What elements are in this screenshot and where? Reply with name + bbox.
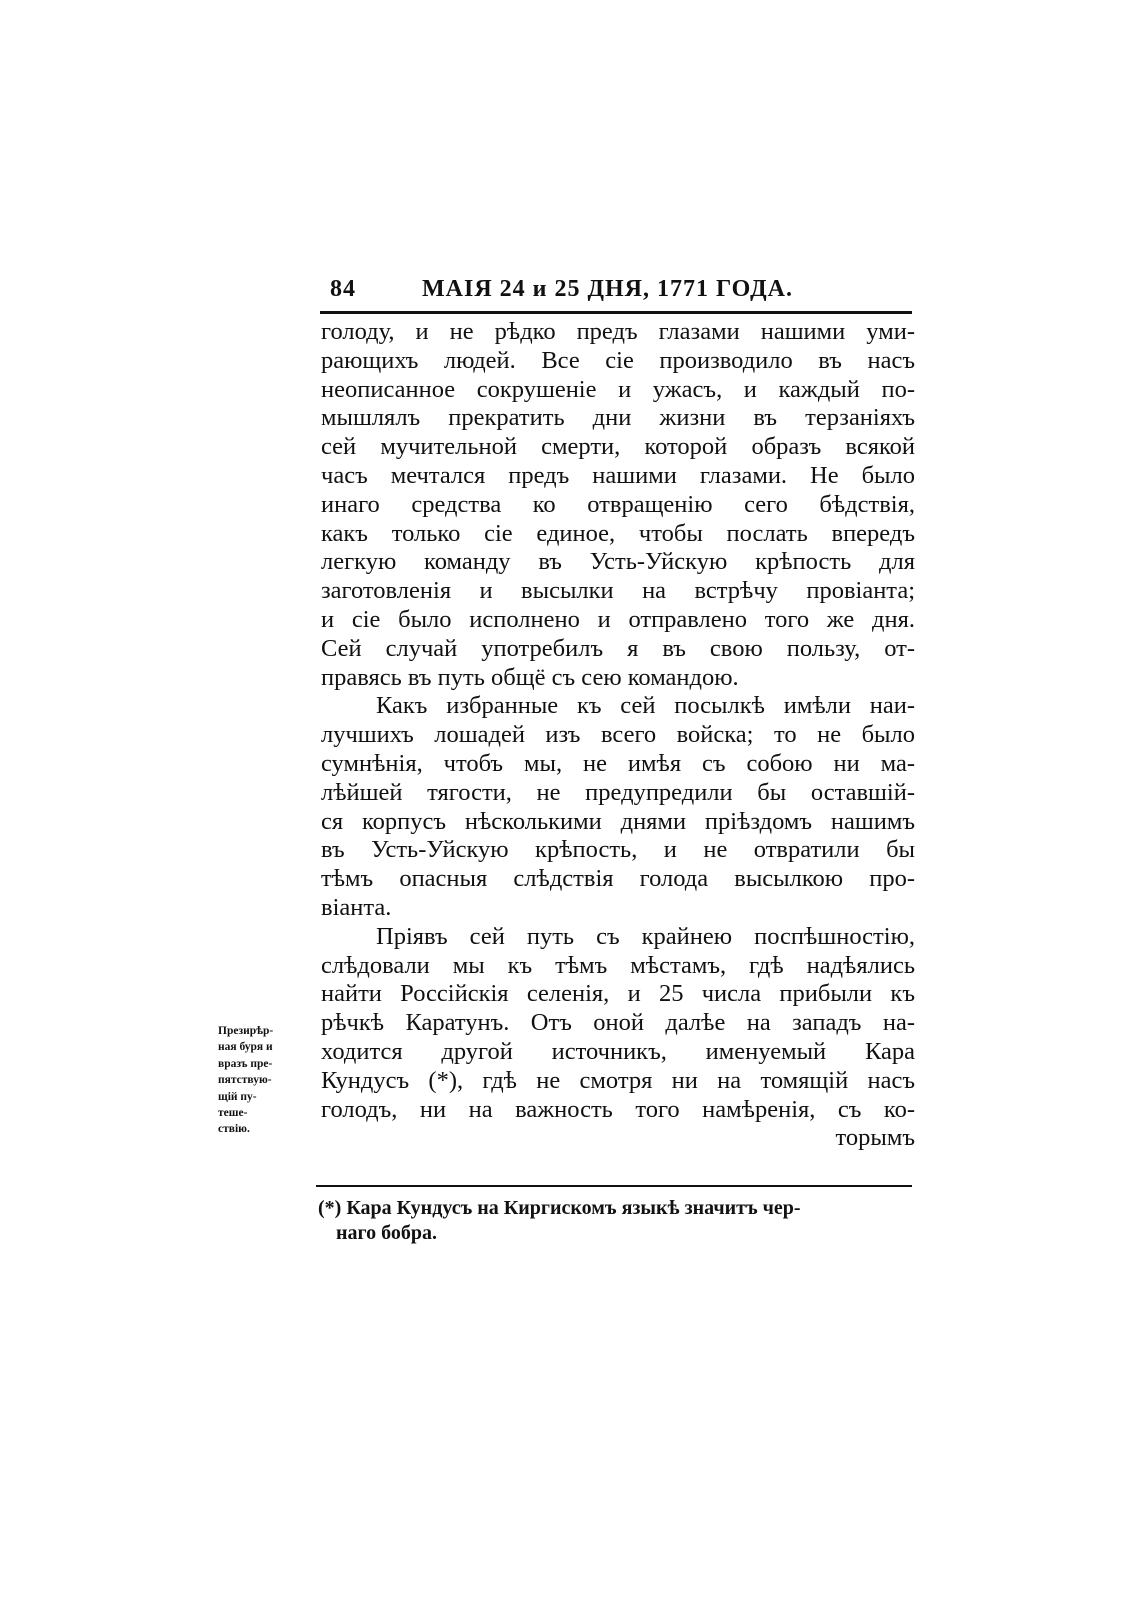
- text-line: найти Россійскія селенія, и 25 числа прибыли къ: [321, 980, 915, 1008]
- text-line: Какъ избранные къ сей посылкѣ имѣли наи-: [376, 692, 915, 720]
- text-line: въ Усть-Уйскую крѣпость, и не отвратили бы: [321, 836, 915, 864]
- text-line: лучшихъ лошадей изъ всего войска; то не было: [321, 721, 915, 749]
- margin-note-line: Презирѣр-: [218, 1025, 274, 1037]
- text-line: правясь въ путь общё съ сею командою.: [321, 663, 739, 691]
- margin-note-line: ная буря и: [218, 1041, 273, 1054]
- text-line: рающихъ людей. Все сіе производило въ насъ: [321, 346, 915, 374]
- text-line: заготовленія и высылки на встрѣчу провіанта;: [321, 577, 915, 605]
- margin-note-line: ствію.: [218, 1123, 250, 1136]
- text-line: сей мучительной смерти, которой образъ всякой: [321, 433, 915, 461]
- text-line: ходится другой источникъ, именуемый Кара: [321, 1037, 915, 1065]
- text-line: Пріявъ сей путь съ крайнею поспѣшностію,: [376, 922, 915, 950]
- text-line: голоду, и не рѣдко предъ глазами нашими уми-: [321, 318, 915, 345]
- footnote-line: (*) Кара Кундусъ на Киргискомъ языкѣ значитъ чер-: [318, 1197, 801, 1219]
- text-line: сумнѣнія, чтобъ мы, не имѣя съ собою ни ма-: [321, 749, 915, 777]
- text-line: часъ мечтался предъ нашими глазами. Не было: [321, 461, 915, 489]
- text-line: неописанное сокрушеніе и ужасъ, и каждый по-: [321, 375, 915, 403]
- running-title: МАІЯ 24 и 25 ДНЯ, 1771 ГОДА.: [422, 276, 793, 302]
- text-line: легкую команду въ Усть-Уйскую крѣпость для: [321, 548, 915, 576]
- header-rule: [320, 311, 912, 314]
- footnote-line: наго бобра.: [336, 1222, 437, 1244]
- margin-note-line: щій пу-: [218, 1090, 257, 1103]
- text-line: ся корпусъ нѣсколькими днями пріѣздомъ нашимъ: [321, 807, 915, 835]
- text-line: Сей случай употребилъ я въ свою пользу, от-: [321, 634, 915, 662]
- footnote: [318, 1196, 914, 1246]
- text-line: лѣйшей тягости, не предупредили бы оставшій-: [321, 778, 915, 806]
- text-line: какъ только сіе единое, чтобы послать впередъ: [321, 519, 915, 547]
- page-number: 84: [330, 276, 356, 302]
- margin-note-line: вразъ пре-: [218, 1057, 273, 1070]
- text-line: и сіе было исполнено и отправлено того же дня.: [321, 605, 915, 633]
- text-line: тѣмъ опасныя слѣдствія голода высылкою про-: [321, 865, 915, 893]
- body-text: [321, 318, 915, 1153]
- text-line: инаго средства ко отвращенію сего бѣдствія,: [321, 490, 915, 518]
- text-line: слѣдовали мы къ тѣмъ мѣстамъ, гдѣ надѣялись: [321, 951, 915, 979]
- text-line: мышлялъ прекратить дни жизни въ терзаніяхъ: [321, 404, 915, 432]
- text-line: рѣчкѣ Каратунъ. Отъ оной далѣе на западъ на-: [321, 1009, 915, 1037]
- text-line: голодъ, ни на важность того намѣренія, съ ко-: [321, 1095, 915, 1123]
- margin-note-line: пятствую-: [218, 1074, 272, 1087]
- text-line: Кундусъ (*), гдѣ не смотря ни на томящій насъ: [321, 1066, 915, 1094]
- margin-note-line: теше-: [218, 1107, 248, 1120]
- catchword: торымъ: [835, 1124, 915, 1152]
- footnote-rule: [316, 1185, 912, 1187]
- margin-note: [218, 1023, 318, 1138]
- text-line: віанта.: [321, 893, 392, 921]
